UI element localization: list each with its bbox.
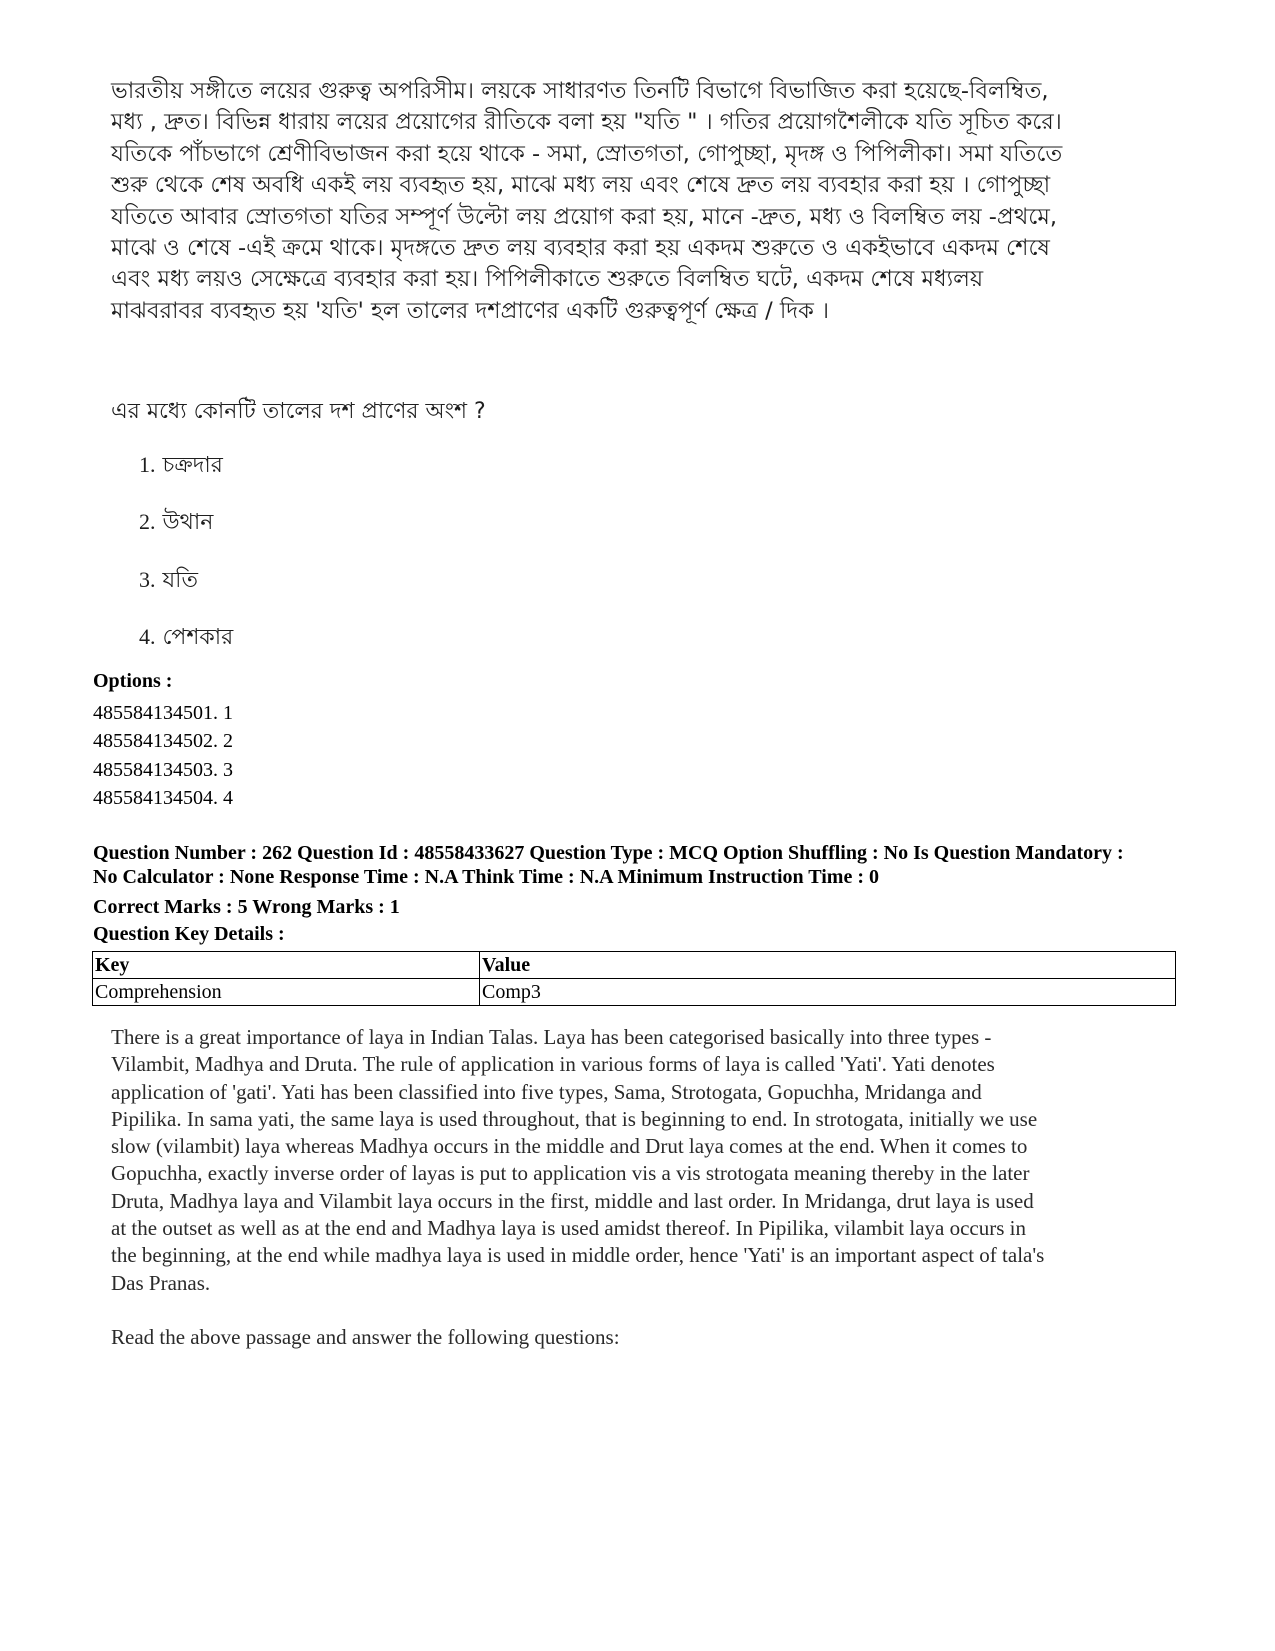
passage-instruction: Read the above passage and answer the following questions:	[111, 1325, 620, 1349]
table-cell-key: Comprehension	[93, 979, 480, 1006]
choice-item	[139, 505, 233, 562]
choice-item	[139, 563, 233, 620]
choice-text: যতি	[162, 567, 198, 593]
choice-text: চক্রদার	[162, 453, 223, 478]
bengali-passage-line: যতিতে আবার স্রোতগতা যতির সম্পূর্ণ উল্টো লয় প্রয়োগ করা হয়, মানে -দ্রুত, মধ্য ও বিলম্বিত লয় -প্রথমে,	[111, 203, 1057, 230]
english-passage-line: Vilambit, Madhya and Druta. The rule of application in various forms of laya is called 'Yati'. Yati denotes	[111, 1052, 995, 1077]
table-header-value: Value	[480, 952, 1176, 979]
bengali-passage-line: মাঝবরাবর ব্যবহৃত হয় 'যতি' হল তালের দশপ্রাণের একটি গুরুত্বপূর্ণ ক্ষেত্র / দিক ।	[111, 297, 830, 324]
bengali-passage	[111, 76, 1171, 327]
option-item: 485584134502. 2	[93, 730, 233, 753]
english-passage-line: slow (vilambit) laya whereas Madhya occurs in the middle and Drut laya comes at the end. When it comes to	[111, 1134, 1028, 1159]
choice-text: পেশকার	[162, 625, 234, 651]
english-passage-line: Druta, Madhya laya and Vilambit laya occurs in the first, middle and last order. In Mridanga, drut laya is used	[111, 1188, 1034, 1213]
question-text-bengali: এর মধ্যে কোনটি তালের দশ প্রাণের অংশ ?	[111, 399, 486, 424]
english-passage-line: There is a great importance of laya in Indian Talas. Laya has been categorised basically into three types -	[111, 1025, 992, 1049]
table-header-key: Key	[93, 952, 480, 979]
bengali-passage-line: যতিকে পাঁচভাগে শ্রেণীবিভাজন করা হয়ে থাকে - সমা, স্রোতগতা, গোপুচ্ছা, মৃদঙ্গ ও পিপিলীকা। সমা যতিতে	[111, 140, 1063, 167]
bengali-passage-line: মধ্য , দ্রুত। বিভিন্ন ধারায় লয়ের প্রয়োগের রীতিকে বলা হয় "যতি " । গতির প্রয়োগশৈলীকে যতি সূচিত করে।	[111, 109, 1062, 136]
options-list	[93, 699, 233, 813]
english-passage-line: Pipilika. In sama yati, the same laya is used throughout, that is beginning to end. In strotogata, initially we use	[111, 1106, 1038, 1131]
english-passage-line: Gopuchha, exactly inverse order of layas is put to application vis a vis strotogata meaning thereby in the later	[111, 1161, 1030, 1186]
bengali-passage-line: ভারতীয় সঙ্গীতে লয়ের গুরুত্ব অপরিসীম। লয়কে সাধারণত তিনটি বিভাগে বিভাজিত করা হয়েছে-বিলম্বিত,	[111, 78, 1049, 104]
table-cell-value: Comp3	[480, 979, 1176, 1006]
bengali-passage-line: এবং মধ্য লয়ও সেক্ষেত্রে ব্যবহার করা হয়। পিপিলীকাতে শুরুতে বিলম্বিত ঘটে, একদম শেষে মধ্যলয়	[111, 266, 984, 293]
option-item: 485584134503. 3	[93, 758, 233, 781]
question-metadata-line: Question Number : 262 Question Id : 48558433627 Question Type : MCQ Option Shuffling : No Is Question Mandatory :	[93, 842, 1124, 864]
question-metadata	[93, 841, 1193, 889]
english-passage-line: Das Pranas.	[111, 1270, 211, 1295]
choice-number: 3.	[139, 566, 156, 592]
bengali-passage-line: শুরু থেকে শেষ অবধি একই লয় ব্যবহৃত হয়, মাঝে মধ্য লয় এবং শেষে দ্রুত লয় ব্যবহার করা হয় । গোপুচ্ছা	[111, 172, 1051, 199]
english-passage-line: application of 'gati'. Yati has been classified into five types, Sama, Strotogata, Gopuchha, Mridanga and	[111, 1079, 982, 1104]
bengali-passage-line: মাঝে ও শেষে -এই ক্রমে থাকে। মৃদঙ্গতে দ্রুত লয় ব্যবহার করা হয় একদম শুরুতে ও একইভাবে একদম শেষে	[111, 234, 1050, 261]
english-passage-line: the beginning, at the end while madhya laya is used in middle order, hence 'Yati' is an important aspect of tala's	[111, 1243, 1045, 1268]
question-metadata-line: No Calculator : None Response Time : N.A Think Time : N.A Minimum Instruction Time : 0	[93, 866, 879, 888]
choice-text: উথান	[162, 510, 214, 536]
choice-number: 2.	[139, 509, 156, 535]
key-details-heading: Question Key Details :	[93, 923, 285, 945]
choice-list	[139, 448, 233, 678]
english-passage	[111, 1024, 1191, 1297]
option-item: 485584134501. 1	[93, 702, 233, 724]
choice-number: 4.	[139, 624, 156, 650]
options-heading: Options :	[93, 670, 173, 692]
choice-item	[139, 620, 233, 677]
english-passage-line: at the outset as well as at the end and Madhya laya is used amidst thereof. In Pipilika, vilambit laya occurs in	[111, 1216, 1027, 1241]
marks-info: Correct Marks : 5 Wrong Marks : 1	[93, 896, 400, 918]
table-row	[93, 979, 1176, 1006]
option-item: 485584134504. 4	[93, 787, 233, 810]
choice-number: 1.	[139, 452, 156, 477]
table-header-row	[93, 952, 1176, 979]
key-details-table	[92, 951, 1176, 1006]
choice-item	[139, 448, 233, 505]
